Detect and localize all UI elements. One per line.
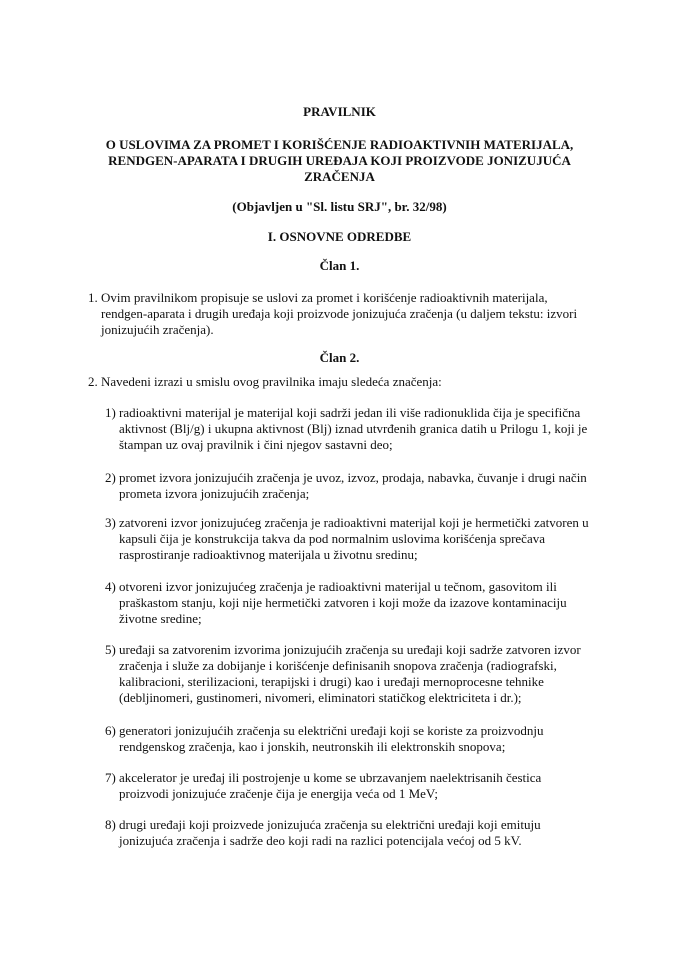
title-line: ZRAČENJA [304,169,375,184]
text-line: Ovim pravilnikom propisuje se uslovi za promet i korišćenje radioaktivnih materijala, [101,290,548,305]
text-line: zatvoreni izvor jonizujućeg zračenja je radioaktivni materijal koji je hermetički zatvoren u [119,515,589,530]
text-line: akcelerator je uređaj ili postrojenje u kome se ubrzavanjem naelektrisanih čestica [119,770,542,785]
definition-item [105,642,581,706]
text-line: radioaktivni materijal je materijal koji sadrži jedan ili više radionuklida čija je specifična [119,405,581,420]
text-line: otvoreni izvor jonizujućeg zračenja je radioaktivni materijal u tečnom, gasovitom ili [119,579,557,594]
definition-item [105,470,587,502]
text-line: promet izvora jonizujućih zračenja je uvoz, izvoz, prodaja, nabavka, čuvanje i drugi način [119,470,587,485]
title-line: O USLOVIMA ZA PROMET I KORIŠĆENJE RADIOAKTIVNIH MATERIJALA, [105,137,574,152]
item-number: 5) [105,642,116,657]
text-line: prometa izvora jonizujućih zračenja; [119,486,310,501]
text-line: kalibracioni, sterilizacioni, terapijski i drugi) kao i uređaji mernoprocesne tehnike [119,674,544,689]
text-line: rasprostiranje radioaktivnog materijala u životnu sredinu; [119,547,418,562]
article-heading: Član 2. [319,350,360,365]
text-line: Navedeni izrazi u smislu ovog pravilnika imaju sledeća značenja: [101,374,442,389]
text-line: uređaji sa zatvorenim izvorima jonizujućih zračenja su uređaji koji sadrže zatvoren izvor [119,642,581,657]
text-line: zračenja i služe za dobijanje i korišćenje definisanih snopova zračenja (radiografski, [119,658,557,673]
item-number: 4) [105,579,116,594]
definition-item [105,515,589,563]
text-line: proizvodi jonizujuće zračenje čija je energija veća od 1 MeV; [119,786,438,801]
definition-item [105,723,544,755]
text-line: drugi uređaji koji proizvede jonizujuća zračenja su električni uređaji koji emituju [119,817,541,832]
text-line: kapsuli čija je konstrukcija takva da pod normalnim uslovima korišćenja sprečava [119,531,545,546]
document-type: PRAVILNIK [303,104,376,119]
text-line: aktivnost (Blj/g) i ukupna aktivnost (Blj) iznad utvrđenih granica datih u Prilogu 1, koji je [119,421,588,436]
paragraph-1 [88,290,578,338]
paragraph-number: 1. [88,290,98,305]
definition-item [105,579,567,627]
paragraph-2 [88,374,442,390]
paragraph-number: 2. [88,374,98,389]
text-line: praškastom stanju, koji nije hermetički zatvoren i koji može da izazove kontaminaciju [119,595,567,610]
definition-item [105,817,541,849]
text-line: životne sredine; [119,611,202,626]
publication-note: (Objavljen u "Sl. listu SRJ", br. 32/98) [232,199,447,214]
title-line: RENDGEN-APARATA I DRUGIH UREĐAJA KOJI PROIZVODE JONIZUJUĆA [108,153,571,168]
text-line: štampan uz ovaj pravilnik i čini njegov sastavni deo; [119,437,393,452]
section-heading: I. OSNOVNE ODREDBE [267,229,412,244]
definition-item [105,770,542,802]
text-line: rendgenskog zračenja, kao i jonskih, neutronskih ili elektronskih snopova; [119,739,506,754]
text-line: jonizujuća zračenja i sadrže deo koji radi na razlici potencijala većoj od 5 kV. [119,833,522,848]
item-number: 6) [105,723,116,738]
article-heading: Član 1. [319,258,360,273]
text-line: (debljinomeri, gustinomeri, nivomeri, eliminatori statičkog elektriciteta i dr.); [119,690,522,705]
item-number: 1) [105,405,116,420]
definition-item [105,405,588,453]
text-line: jonizujućih zračenja). [101,322,214,337]
item-number: 2) [105,470,116,485]
text-line: generatori jonizujućih zračenja su električni uređaji koji se koriste za proizvodnju [119,723,544,738]
item-number: 8) [105,817,116,832]
item-number: 3) [105,515,116,530]
text-line: rendgen-aparata i drugih uređaja koji proizvode jonizujuća zračenja (u daljem tekstu: izvori [101,306,578,321]
item-number: 7) [105,770,116,785]
